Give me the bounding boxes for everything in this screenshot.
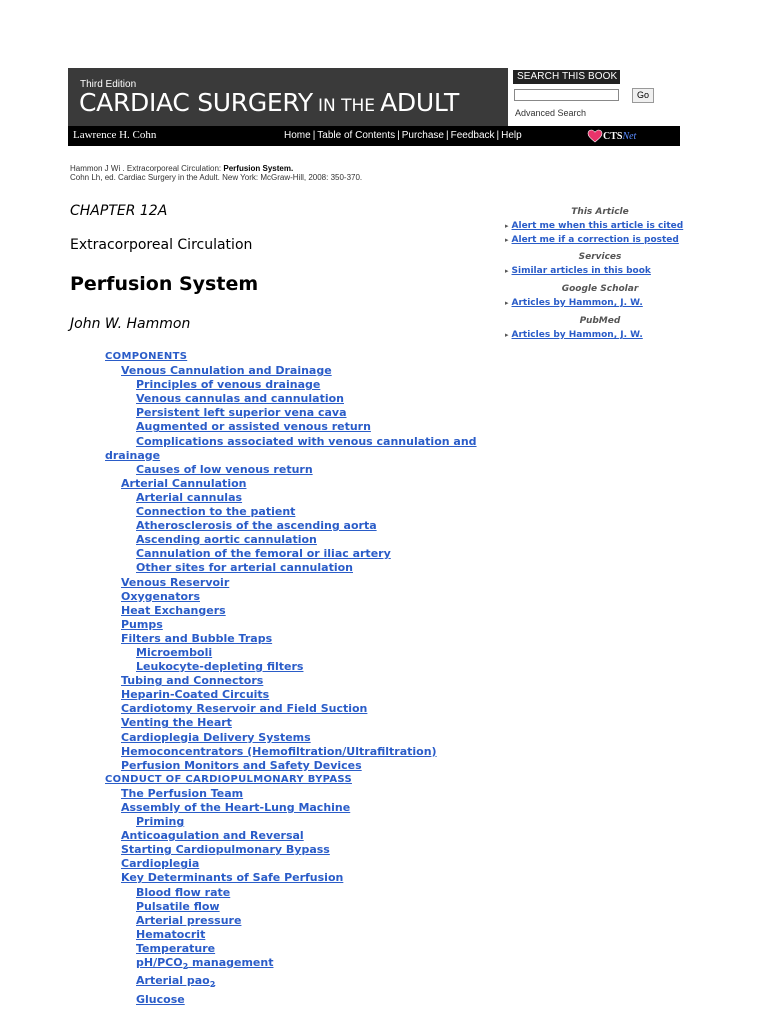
book-title[interactable] [79, 90, 459, 115]
toc-link[interactable] [105, 702, 505, 716]
sidebar-link[interactable]: Articles by Hammon, J. W. [511, 330, 643, 340]
toc-link-label: Leukocyte-depleting filters [136, 660, 304, 674]
triangle-bullet-icon: ▸ [505, 267, 509, 275]
go-button[interactable]: Go [632, 88, 654, 103]
toc-link-label: Cardioplegia [121, 857, 200, 871]
toc-link-label: Arterial pao [136, 974, 210, 988]
toc-link[interactable] [105, 886, 505, 900]
toc-link-subscript: 2 [209, 980, 216, 990]
search-panel [508, 68, 680, 126]
triangle-bullet-icon: ▸ [505, 236, 509, 244]
citation-line-2: Cohn Lh, ed. Cardiac Surgery in the Adult. New York: McGraw-Hill, 2008: 350-370. [70, 173, 363, 182]
toc-link[interactable] [105, 787, 505, 801]
toc-link-label: Starting Cardiopulmonary Bypass [121, 843, 330, 857]
sidebar-heading: Services [578, 252, 622, 262]
toc-link[interactable] [105, 632, 505, 646]
toc-link[interactable] [105, 974, 505, 992]
toc-link[interactable] [105, 533, 505, 547]
toc-link[interactable] [105, 392, 505, 406]
toc-link-label: Assembly of the Heart-Lung Machine [121, 801, 351, 814]
toc-link-label: Oxygenators [121, 589, 200, 603]
toc-link-label: COMPONENTS [105, 351, 188, 362]
sidebar-link[interactable]: Similar articles in this book [511, 266, 651, 276]
nav-bar [68, 126, 680, 146]
toc-link-label: Filters and Bubble Traps [121, 631, 273, 645]
toc-link-label: Pumps [121, 617, 163, 631]
sidebar-link-row [505, 233, 695, 247]
toc-link[interactable] [105, 716, 505, 730]
book-title-part: IN THE [317, 96, 376, 116]
toc-link[interactable] [105, 993, 505, 1007]
toc-link-label: CONDUCT OF CARDIOPULMONARY BYPASS [105, 773, 352, 785]
toc-link-label: Arterial Cannulation [121, 476, 247, 490]
toc-link-label: Hemoconcentrators (Hemofiltration/Ultrafiltration) [121, 744, 437, 758]
article-title: Perfusion System [70, 273, 259, 295]
toc-link[interactable] [105, 604, 505, 618]
sidebar-link[interactable]: Articles by Hammon, J. W. [511, 298, 643, 308]
nav-help[interactable]: Help [501, 130, 522, 141]
toc-link[interactable] [105, 420, 505, 434]
toc-link[interactable] [105, 674, 505, 688]
toc-link-label: Heparin-Coated Circuits [121, 688, 270, 702]
nav-home[interactable]: Home [284, 130, 311, 141]
toc-link-label: Cardioplegia Delivery Systems [121, 730, 311, 744]
toc-link-label: Cardiotomy Reservoir and Field Suction [121, 702, 368, 716]
citation-line-1 [70, 164, 362, 173]
toc-link-label: Principles of venous drainage [136, 378, 321, 392]
sidebar-link-row [505, 328, 695, 342]
toc-link-label: Cannulation of the femoral or iliac artery [136, 547, 391, 561]
toc-link-label: Venous Cannulation and Drainage [121, 364, 332, 378]
toc-link[interactable] [105, 731, 505, 745]
toc-link[interactable] [105, 900, 505, 914]
toc-link[interactable] [105, 688, 505, 702]
banner-title-block [68, 68, 508, 126]
toc-link[interactable] [105, 745, 505, 759]
toc-link[interactable] [105, 871, 505, 885]
sidebar-link[interactable]: Alert me when this article is cited [511, 221, 684, 231]
toc-link-label: Key Determinants of Safe Perfusion [121, 871, 344, 885]
book-editor: Lawrence H. Cohn [73, 129, 157, 141]
toc-link[interactable] [105, 561, 505, 575]
section-label: Extracorporeal Circulation [70, 237, 253, 253]
toc-link-label: Complications associated with venous cannulation and drainage [105, 434, 477, 462]
sidebar-link-row [505, 219, 695, 233]
book-title-part: ADULT [380, 88, 460, 117]
toc-link-label: Connection to the patient [136, 505, 296, 519]
search-heading: SEARCH THIS BOOK [513, 70, 620, 84]
toc-link-label-tail: management [188, 956, 274, 970]
toc-link[interactable] [105, 406, 505, 420]
nav-purchase[interactable]: Purchase [401, 130, 444, 141]
toc-link[interactable] [105, 646, 505, 660]
toc-link-label: Augmented or assisted venous return [136, 420, 371, 434]
toc-link[interactable] [105, 547, 505, 561]
toc-link-label: Microemboli [136, 645, 213, 659]
toc-link-label: pH/PCO [136, 956, 183, 970]
triangle-bullet-icon: ▸ [505, 222, 509, 230]
table-of-contents [105, 350, 505, 1007]
sidebar-link-row [505, 296, 695, 310]
toc-link[interactable] [105, 519, 505, 533]
toc-link[interactable] [105, 378, 505, 392]
toc-link[interactable] [105, 660, 505, 674]
sidebar-heading: PubMed [579, 316, 621, 326]
toc-link-label: Causes of low venous return [136, 462, 313, 476]
sidebar-heading: Google Scholar [561, 284, 639, 294]
toc-link[interactable] [105, 801, 505, 815]
toc-link[interactable] [105, 956, 505, 974]
toc-link[interactable] [105, 773, 505, 787]
toc-link[interactable] [105, 463, 505, 477]
logo-suffix: Net [622, 130, 637, 142]
toc-link[interactable] [105, 914, 505, 928]
toc-link-label: Venous cannulas and cannulation [136, 392, 344, 406]
toc-link-label: Arterial pressure [136, 913, 242, 927]
article-author: John W. Hammon [70, 316, 191, 332]
logo-text: CTS [603, 130, 623, 142]
toc-link[interactable] [105, 590, 505, 604]
toc-link-label: Arterial cannulas [136, 490, 243, 504]
toc-link-label: Hematocrit [136, 927, 206, 941]
toc-link[interactable] [105, 364, 505, 378]
sidebar-spacer [505, 342, 695, 346]
toc-link-label: Anticoagulation and Reversal [121, 829, 304, 843]
advanced-search-link[interactable]: Advanced Search [515, 108, 587, 118]
toc-link-label: Venous Reservoir [121, 575, 230, 589]
nav-separator: | [496, 130, 500, 141]
nav-table-of-contents[interactable]: Table of Contents [317, 130, 396, 141]
toc-link[interactable] [105, 618, 505, 632]
toc-link[interactable] [105, 857, 505, 871]
toc-link[interactable] [105, 815, 505, 829]
ctsnet-logo[interactable] [587, 129, 636, 143]
toc-link-label: Heat Exchangers [121, 603, 226, 617]
nav-separator: | [445, 130, 449, 141]
toc-link[interactable] [105, 843, 505, 857]
toc-link[interactable] [105, 350, 505, 364]
toc-link-label: Persistent left superior vena cava [136, 406, 347, 420]
book-banner [68, 68, 680, 146]
citation [70, 164, 362, 182]
toc-link-label: Temperature [136, 941, 216, 955]
heart-icon [587, 129, 603, 143]
triangle-bullet-icon: ▸ [505, 331, 509, 339]
citation-text: Hammon J Wi . Extracorporeal Circulation: [70, 164, 224, 173]
toc-link[interactable] [105, 505, 505, 519]
toc-link[interactable] [105, 477, 505, 491]
toc-link[interactable] [105, 928, 505, 942]
chapter-label: CHAPTER 12A [70, 203, 168, 219]
article-sidebar [505, 205, 695, 346]
triangle-bullet-icon: ▸ [505, 299, 509, 307]
sidebar-heading: This Article [571, 207, 629, 217]
nav-separator: | [312, 130, 316, 141]
toc-link-label: Tubing and Connectors [121, 674, 264, 688]
toc-link[interactable] [105, 829, 505, 843]
toc-link-label: Priming [136, 815, 185, 829]
book-title-part: CARDIAC SURGERY [79, 88, 313, 117]
toc-link[interactable] [105, 435, 505, 463]
toc-link-subscript: 2 [182, 962, 189, 972]
toc-link-label: Atherosclerosis of the ascending aorta [136, 519, 377, 533]
toc-link-label: Other sites for arterial cannulation [136, 561, 353, 575]
toc-link[interactable] [105, 491, 505, 505]
nav-links [284, 130, 522, 141]
sidebar-link-row [505, 264, 695, 278]
nav-feedback[interactable]: Feedback [450, 130, 495, 141]
toc-link-label: Perfusion Monitors and Safety Devices [121, 758, 362, 772]
toc-link-label: Glucose [136, 992, 185, 1006]
toc-link-label: Venting the Heart [121, 716, 232, 730]
toc-link-label: Ascending aortic cannulation [136, 533, 317, 547]
search-input[interactable] [514, 89, 619, 101]
edition-label: Third Edition [80, 79, 137, 90]
toc-link[interactable] [105, 759, 505, 773]
toc-link-label: The Perfusion Team [121, 786, 244, 800]
toc-link-label: Pulsatile flow [136, 899, 220, 913]
toc-link[interactable] [105, 942, 505, 956]
toc-link-label: Blood flow rate [136, 885, 231, 899]
citation-title: Perfusion System. [223, 164, 294, 173]
sidebar-link[interactable]: Alert me if a correction is posted [511, 235, 679, 245]
nav-separator: | [397, 130, 400, 141]
toc-link[interactable] [105, 576, 505, 590]
